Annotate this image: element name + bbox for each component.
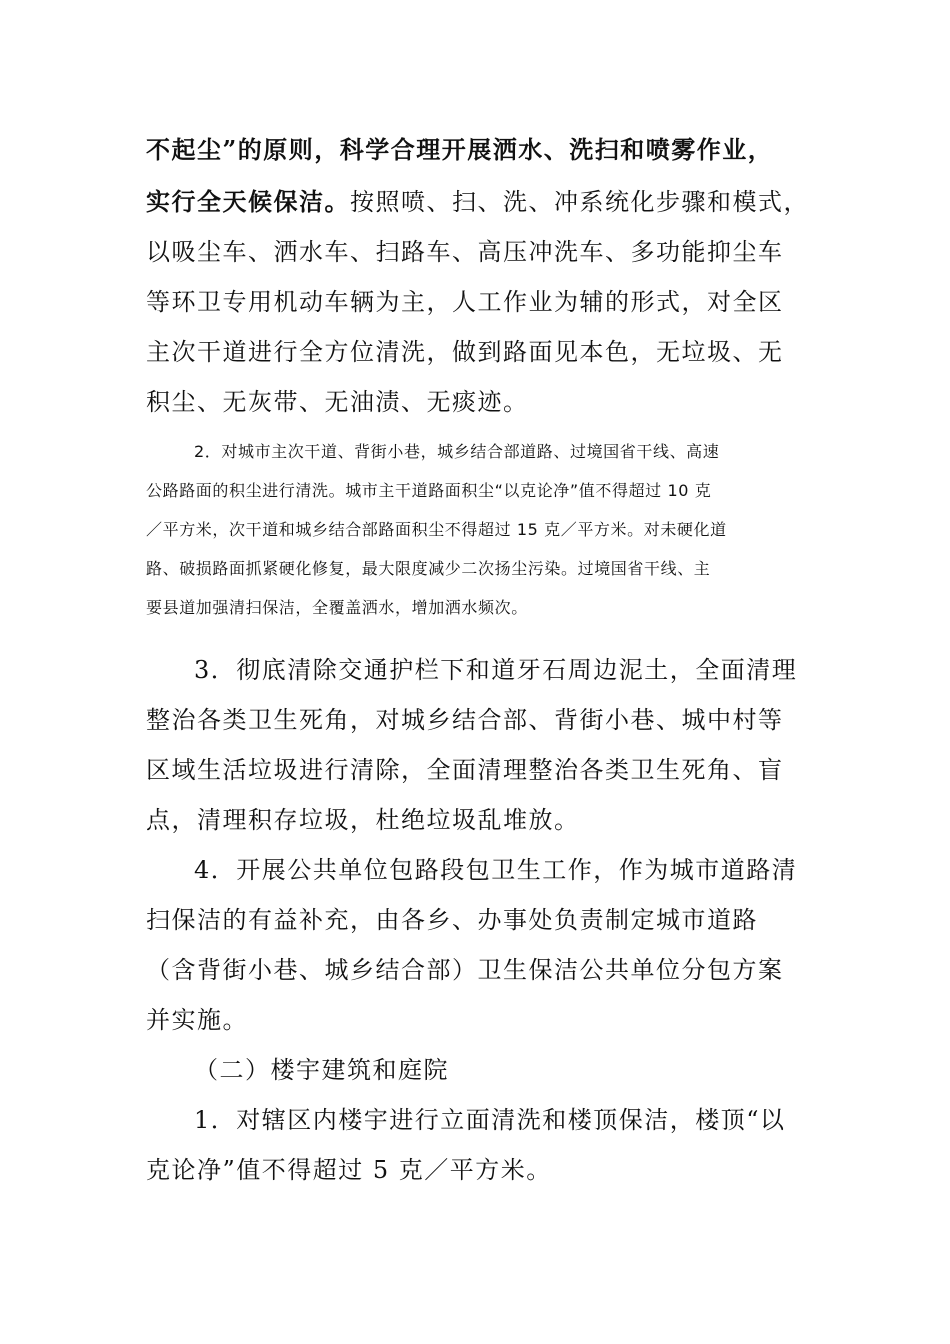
section2-item1-line-2: 克论净”值不得超过 5 克／平方米。 [146,1156,552,1184]
para1-line-6: 积尘、无灰带、无油渍、无痰迹。 [146,388,529,416]
item2-line-5: 要县道加强清扫保洁，全覆盖洒水，增加洒水频次。 [146,598,528,617]
para1-line-2-rest: 按照喷、扫、洗、冲系统化步骤和模式， [350,188,809,216]
item3-line-1: 3．彻底清除交通护栏下和道牙石周边泥土，全面清理 [194,656,798,684]
item3-line-2: 整治各类卫生死角，对城乡结合部、背街小巷、城中村等 [146,706,784,734]
item4-line-4: 并实施。 [146,1006,248,1034]
section2-item1-line-1: 1．对辖区内楼宇进行立面清洗和楼顶保洁，楼顶“以 [194,1106,786,1134]
para1-line-5: 主次干道进行全方位清洗，做到路面见本色，无垃圾、无 [146,338,784,366]
item2-line-1: 2．对城市主次干道、背街小巷，城乡结合部道路、过境国省干线、高速 [194,442,720,461]
item4-line-1: 4．开展公共单位包路段包卫生工作，作为城市道路清 [194,856,798,884]
item2-line-4: 路、破损路面抓紧硬化修复，最大限度减少二次扬尘污染。过境国省干线、主 [146,559,711,578]
section-heading: （二）楼宇建筑和庭院 [194,1056,449,1084]
item4-line-2: 扫保洁的有益补充，由各乡、办事处负责制定城市道路 [146,906,758,934]
para1-line-1: 不起尘”的原则，科学合理开展洒水、洗扫和喷雾作业， [146,135,774,164]
para1-line-2-bold: 实行全天候保洁。 [146,187,350,216]
item4-line-3: （含背街小巷、城乡结合部）卫生保洁公共单位分包方案 [146,956,784,984]
item2-line-3: ／平方米，次干道和城乡结合部路面积尘不得超过 15 克／平方米。对未硬化道 [146,520,727,539]
item3-line-3: 区域生活垃圾进行清除，全面清理整治各类卫生死角、盲 [146,756,784,784]
para1-line-3: 以吸尘车、洒水车、扫路车、高压冲洗车、多功能抑尘车 [146,238,784,266]
item2-line-2: 公路路面的积尘进行清洗。城市主干道路面积尘“以克论净”值不得超过 10 克 [146,481,712,500]
item3-line-4: 点，清理积存垃圾，杜绝垃圾乱堆放。 [146,806,580,834]
para1-line-2 [146,187,809,217]
para1-line-4: 等环卫专用机动车辆为主，人工作业为辅的形式，对全区 [146,288,784,316]
